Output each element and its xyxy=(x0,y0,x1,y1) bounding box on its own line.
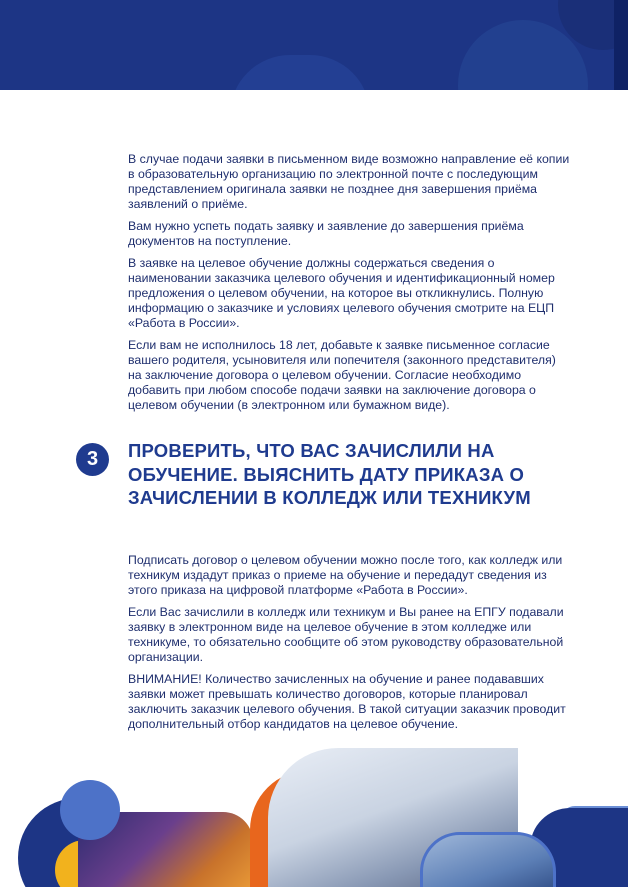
paragraph: ВНИМАНИЕ! Количество зачисленных на обучение и ранее подававших заявки может превышать количество договоров, которые планировал заключить заказчик целевого обучения. В такой ситуации заказчик проводит дополнительный отбор кандидатов на целевое обучение. xyxy=(128,672,566,731)
header-banner xyxy=(0,0,628,90)
decorative-circle xyxy=(60,780,120,840)
step-text-block xyxy=(128,553,570,739)
paragraph: Вам нужно успеть подать заявку и заявление до завершения приёма документов на поступление. xyxy=(128,219,524,248)
paragraph: Если Вас зачислили в колледж или техникум и Вы ранее на ЕПГУ подавали заявку в электронном виде на целевое обучение в этом колледже или техникуме, то обязательно сообщите об этом руководству образовательной организации. xyxy=(128,605,564,664)
intro-text-block xyxy=(128,152,570,420)
footer-photo-collage xyxy=(0,740,628,887)
decorative-arch xyxy=(230,55,370,90)
paragraph: Подписать договор о целевом обучении можно после того, как колледж или техникум издадут приказ о приеме на обучение и передадут сведения из этого приказа на цифровой платформе «Работа в России». xyxy=(128,553,563,597)
lab-student-photo xyxy=(420,832,556,887)
step-number-badge: 3 xyxy=(76,443,109,476)
paragraph: В заявке на целевое обучение должны содержаться сведения о наименовании заказчика целевого обучения и идентификационный номер предложения о целевом обучении, на которое вы откликнулись. Полную информацию о заказчике и условиях целевого обучения смотрите на ЕЦП «Работа в России». xyxy=(128,256,555,330)
paragraph: В случае подачи заявки в письменном виде возможно направление её копии в образовательную организацию по электронной почте с последующим представлением оригинала заявки не позднее дня завершения приёма заявлений о приёме. xyxy=(128,152,570,211)
step-title: ПРОВЕРИТЬ, ЧТО ВАС ЗАЧИСЛИЛИ НА ОБУЧЕНИЕ. ВЫЯСНИТЬ ДАТУ ПРИКАЗА О ЗАЧИСЛЕНИИ В КОЛЛЕДЖ ИЛИ ТЕХНИКУМ xyxy=(128,440,531,508)
paragraph: Если вам не исполнилось 18 лет, добавьте к заявке письменное согласие вашего родителя, усыновителя или попечителя (законного представителя) на заключение договора о целевом обучении. Согласие необходимо добавить при любом способе подачи заявки на заключение договора о целевом обучении (в электронном или бумажном виде). xyxy=(128,338,556,412)
decorative-strip xyxy=(614,0,628,90)
